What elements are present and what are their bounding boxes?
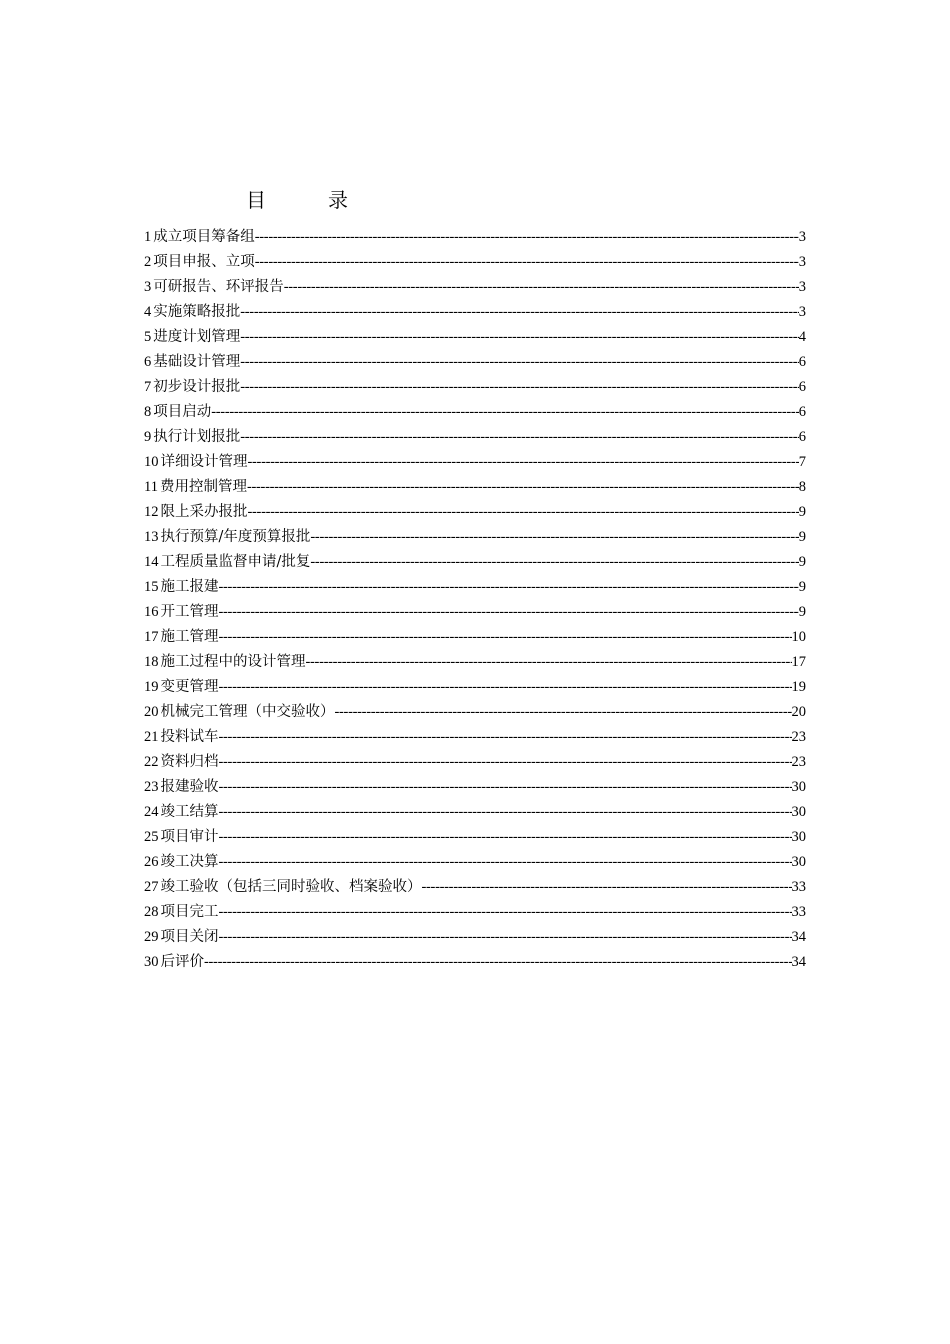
toc-list [144, 225, 806, 975]
toc-entry-page-number: 9 [798, 504, 806, 520]
toc-entry-page-number: 33 [791, 904, 806, 920]
toc-entry-page-number: 30 [791, 779, 806, 795]
toc-entry-leader [422, 875, 792, 900]
toc-entry[interactable] [144, 750, 806, 775]
toc-entry-number: 27 [144, 879, 159, 895]
toc-entry[interactable] [144, 900, 806, 925]
toc-entry-number: 5 [144, 329, 152, 345]
toc-entry-number: 11 [144, 479, 158, 495]
toc-entry-leader [219, 600, 799, 625]
toc-entry-number: 19 [144, 679, 159, 695]
toc-entry-number: 23 [144, 779, 159, 795]
toc-entry[interactable] [144, 600, 806, 625]
toc-entry-leader [306, 650, 792, 675]
toc-entry-label: 实施策略报批 [153, 304, 241, 320]
toc-entry[interactable] [144, 800, 806, 825]
toc-entry[interactable] [144, 350, 806, 375]
toc-entry-page-number: 23 [791, 729, 806, 745]
toc-entry-number: 4 [144, 304, 152, 320]
toc-entry-leader [219, 575, 799, 600]
toc-entry-number: 22 [144, 754, 159, 770]
toc-entry-leader [219, 625, 792, 650]
toc-entry-label: 投料试车 [160, 729, 219, 745]
toc-entry-leader [240, 300, 799, 325]
toc-entry[interactable] [144, 850, 806, 875]
toc-entry-page-number: 3 [798, 279, 806, 295]
toc-entry-label: 可研报告、环评报告 [153, 279, 284, 295]
toc-entry-label: 基础设计管理 [153, 354, 241, 370]
toc-entry[interactable] [144, 550, 806, 575]
toc-entry-label: 后评价 [160, 954, 204, 970]
toc-entry-page-number: 34 [791, 929, 806, 945]
toc-entry-label: 成立项目筹备组 [153, 229, 255, 245]
toc-entry-leader [219, 750, 792, 775]
toc-entry-leader [219, 900, 792, 925]
toc-entry-number: 21 [144, 729, 159, 745]
toc-entry-label: 竣工结算 [160, 804, 219, 820]
toc-entry-label: 限上采办报批 [160, 504, 248, 520]
toc-entry-number: 1 [144, 229, 152, 245]
toc-entry-leader [247, 475, 799, 500]
toc-entry-page-number: 6 [798, 379, 806, 395]
toc-entry[interactable] [144, 225, 806, 250]
toc-entry-page-number: 30 [791, 804, 806, 820]
toc-entry-label: 费用控制管理 [159, 479, 247, 495]
toc-entry-label: 施工管理 [160, 629, 219, 645]
toc-entry-page-number: 20 [791, 704, 806, 720]
toc-entry-number: 16 [144, 604, 159, 620]
toc-entry-label: 开工管理 [160, 604, 219, 620]
toc-entry-leader [219, 725, 792, 750]
toc-entry-label: 机械完工管理（中交验收） [160, 704, 335, 720]
toc-entry-page-number: 4 [798, 329, 806, 345]
toc-entry[interactable] [144, 775, 806, 800]
toc-entry-number: 17 [144, 629, 159, 645]
toc-title-char-2: 录 [328, 188, 348, 212]
toc-entry-leader [255, 225, 799, 250]
toc-entry-number: 26 [144, 854, 159, 870]
toc-entry-page-number: 8 [798, 479, 806, 495]
toc-entry-label: 详细设计管理 [160, 454, 248, 470]
toc-entry-number: 13 [144, 529, 159, 545]
toc-entry-leader [310, 525, 798, 550]
toc-entry[interactable] [144, 625, 806, 650]
toc-entry-leader [240, 375, 799, 400]
toc-entry-label: 执行预算/年度预算报批 [160, 529, 311, 545]
toc-entry-page-number: 9 [798, 604, 806, 620]
toc-entry[interactable] [144, 375, 806, 400]
toc-entry-label: 项目启动 [153, 404, 212, 420]
toc-entry-label: 变更管理 [160, 679, 219, 695]
toc-entry[interactable] [144, 925, 806, 950]
toc-entry-page-number: 19 [791, 679, 806, 695]
toc-entry-label: 执行计划报批 [153, 429, 241, 445]
toc-entry-leader [248, 500, 799, 525]
toc-entry-page-number: 33 [791, 879, 806, 895]
toc-entry[interactable] [144, 525, 806, 550]
toc-entry-label: 竣工验收（包括三同时验收、档案验收） [160, 879, 422, 895]
toc-entry[interactable] [144, 950, 806, 975]
toc-entry[interactable] [144, 450, 806, 475]
toc-entry-leader [211, 400, 799, 425]
toc-entry[interactable] [144, 400, 806, 425]
toc-entry-page-number: 9 [798, 579, 806, 595]
toc-entry-number: 25 [144, 829, 159, 845]
toc-entry-label: 项目关闭 [160, 929, 219, 945]
toc-entry-number: 14 [144, 554, 159, 570]
toc-title-char-1: 目 [246, 188, 266, 212]
toc-entry-page-number: 9 [798, 554, 806, 570]
toc-entry-number: 28 [144, 904, 159, 920]
toc-entry-label: 项目完工 [160, 904, 219, 920]
toc-entry-page-number: 9 [798, 529, 806, 545]
toc-entry[interactable] [144, 250, 806, 275]
toc-entry-leader [219, 825, 792, 850]
toc-entry-leader [219, 775, 792, 800]
toc-entry-label: 工程质量监督申请/批复 [160, 554, 311, 570]
toc-entry-label: 初步设计报批 [153, 379, 241, 395]
toc-entry-label: 竣工决算 [160, 854, 219, 870]
toc-entry-label: 资料归档 [160, 754, 219, 770]
toc-entry-number: 9 [144, 429, 152, 445]
toc-entry-page-number: 3 [798, 304, 806, 320]
toc-entry-leader [284, 275, 799, 300]
toc-entry-page-number: 7 [798, 454, 806, 470]
toc-entry-leader [219, 800, 792, 825]
toc-entry-page-number: 3 [798, 229, 806, 245]
toc-entry[interactable] [144, 300, 806, 325]
toc-entry-leader [219, 925, 792, 950]
toc-entry[interactable] [144, 575, 806, 600]
toc-entry-page-number: 30 [791, 829, 806, 845]
toc-entry-label: 进度计划管理 [153, 329, 241, 345]
toc-entry-leader [240, 325, 799, 350]
toc-entry-number: 6 [144, 354, 152, 370]
toc-entry-label: 报建验收 [160, 779, 219, 795]
toc-entry[interactable] [144, 725, 806, 750]
toc-entry-number: 8 [144, 404, 152, 420]
toc-entry[interactable] [144, 425, 806, 450]
toc-entry-page-number: 30 [791, 854, 806, 870]
toc-entry-number: 18 [144, 654, 159, 670]
toc-entry-number: 12 [144, 504, 159, 520]
toc-entry-leader [240, 425, 799, 450]
toc-entry-label: 项目申报、立项 [153, 254, 255, 270]
toc-entry-page-number: 6 [798, 429, 806, 445]
toc-entry[interactable] [144, 275, 806, 300]
toc-entry-number: 30 [144, 954, 159, 970]
toc-title [246, 186, 348, 214]
toc-entry-number: 3 [144, 279, 152, 295]
toc-entry-leader [335, 700, 792, 725]
toc-entry[interactable] [144, 650, 806, 675]
toc-entry-leader [240, 350, 799, 375]
toc-entry-number: 2 [144, 254, 152, 270]
toc-entry-page-number: 23 [791, 754, 806, 770]
toc-entry-leader [219, 850, 792, 875]
toc-entry-number: 20 [144, 704, 159, 720]
toc-entry-leader [248, 450, 799, 475]
toc-entry-page-number: 6 [798, 404, 806, 420]
toc-entry[interactable] [144, 825, 806, 850]
toc-entry[interactable] [144, 500, 806, 525]
toc-entry-leader [310, 550, 798, 575]
toc-entry-number: 10 [144, 454, 159, 470]
toc-entry-label: 施工过程中的设计管理 [160, 654, 306, 670]
toc-entry-label: 施工报建 [160, 579, 219, 595]
toc-entry-page-number: 17 [791, 654, 806, 670]
toc-entry-label: 项目审计 [160, 829, 219, 845]
toc-entry-number: 15 [144, 579, 159, 595]
toc-entry[interactable] [144, 325, 806, 350]
toc-entry[interactable] [144, 675, 806, 700]
toc-entry-leader [255, 250, 799, 275]
toc-entry-number: 7 [144, 379, 152, 395]
toc-entry-number: 24 [144, 804, 159, 820]
toc-entry[interactable] [144, 875, 806, 900]
toc-entry-number: 29 [144, 929, 159, 945]
toc-entry-leader [219, 675, 792, 700]
toc-entry[interactable] [144, 700, 806, 725]
toc-entry-page-number: 34 [791, 954, 806, 970]
toc-entry-page-number: 3 [798, 254, 806, 270]
toc-entry[interactable] [144, 475, 806, 500]
toc-entry-page-number: 6 [798, 354, 806, 370]
toc-entry-leader [204, 950, 792, 975]
toc-entry-page-number: 10 [791, 629, 806, 645]
